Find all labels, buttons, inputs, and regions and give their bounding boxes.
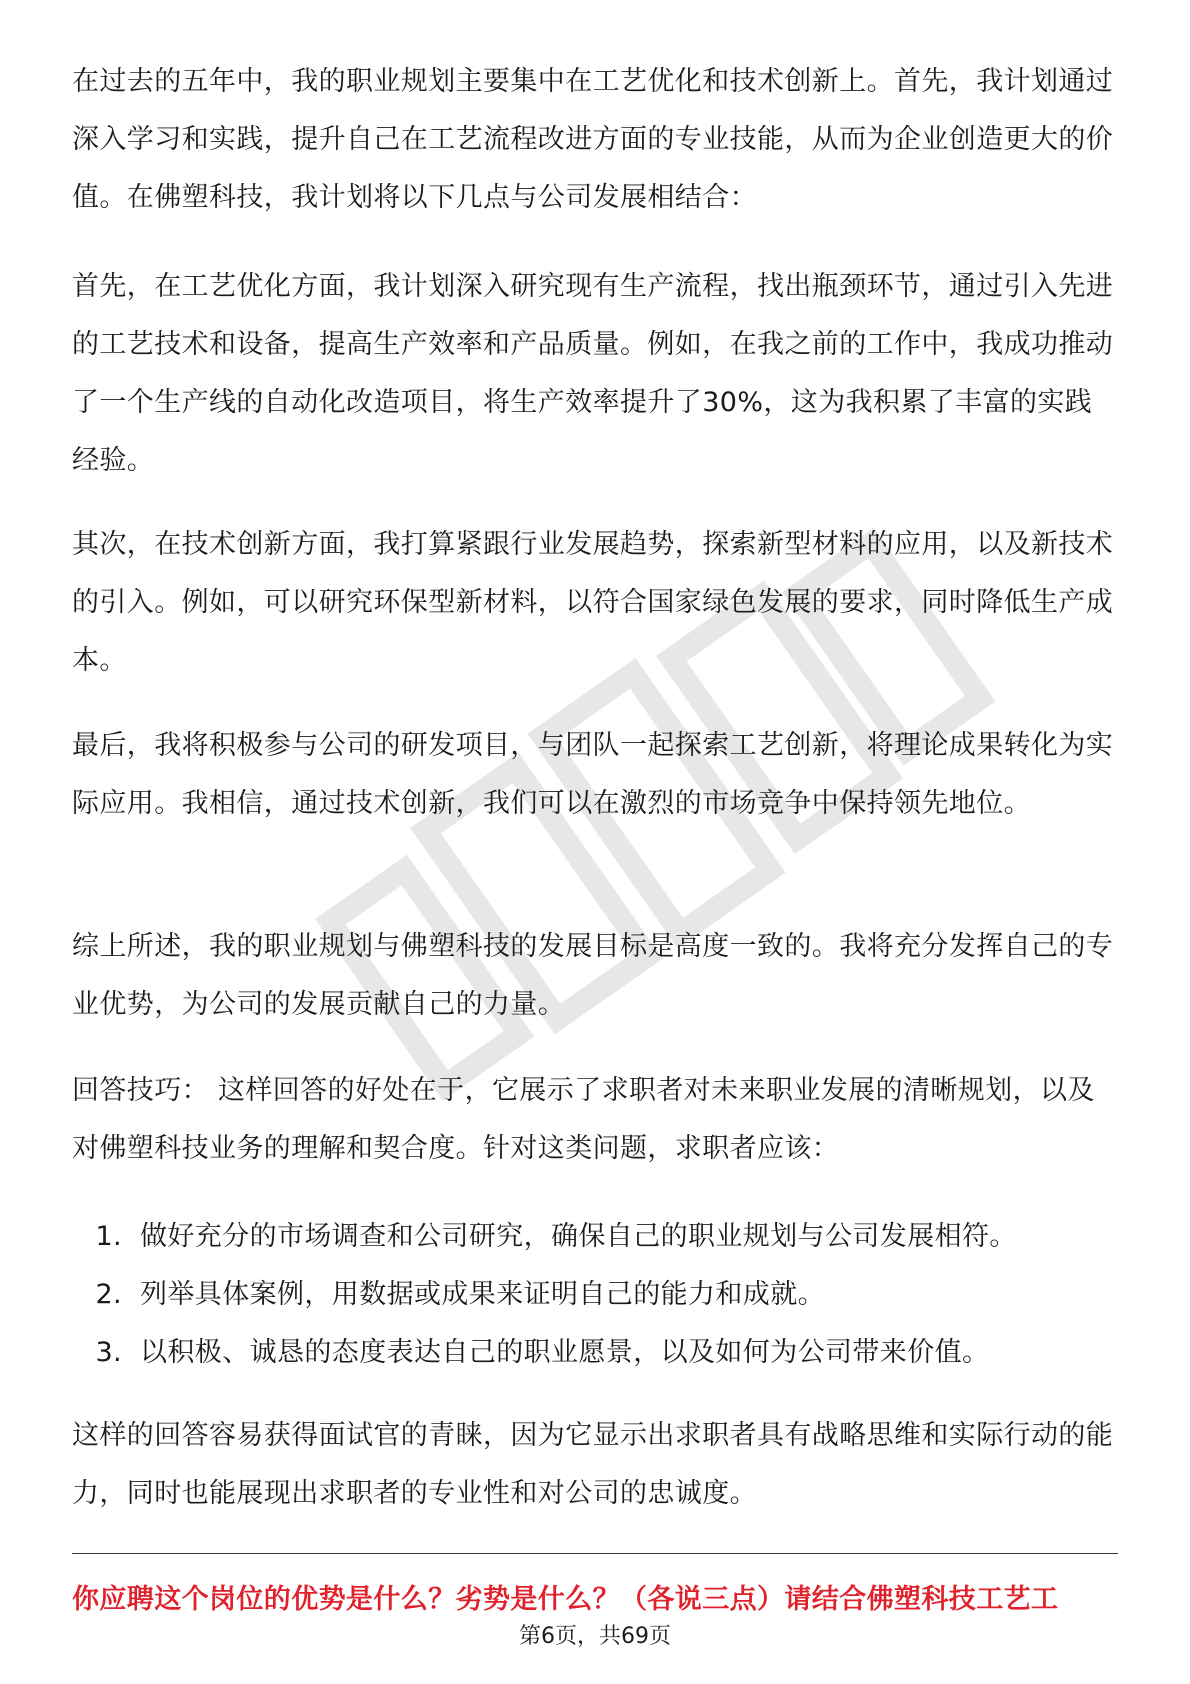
document-page [72,0,1118,1684]
list-item [72,1208,1118,1266]
list-item [72,1266,1118,1324]
section-divider [72,1553,1118,1554]
list-item-text: 列举具体案例，用数据或成果来证明自己的能力和成就。 [140,1279,825,1310]
page-number-footer: 第6页，共69页 [519,1624,671,1649]
list-item [72,1324,1118,1382]
tips-list [72,1208,1118,1382]
paragraph-career-plan-intro: 在过去的五年中，我的职业规划主要集中在工艺优化和技术创新上。首先，我计划通过深入学习和实践，提升自己在工艺流程改进方面的专业技能，从而为企业创造更大的价值。在佛塑科技，我计划将以下几点与公司发展相结合： [72,66,1114,213]
list-item-text: 以积极、诚恳的态度表达自己的职业愿景，以及如何为公司带来价值。 [140,1337,990,1368]
list-item-number: 1. [95,1221,122,1252]
paragraph-technical-innovation: 其次，在技术创新方面，我打算紧跟行业发展趋势，探索新型材料的应用，以及新技术的引入。例如，可以研究环保型新材料，以符合国家绿色发展的要求，同时降低生产成本。 [72,529,1114,676]
paragraph-answer-tips: 回答技巧： 这样回答的好处在于，它展示了求职者对未来职业发展的清晰规划，以及对佛塑科技业务的理解和契合度。针对这类问题，求职者应该： [72,1075,1095,1164]
list-item-number: 3. [95,1337,122,1368]
paragraph-closing: 这样的回答容易获得面试官的青睐，因为它显示出求职者具有战略思维和实际行动的能力，同时也能展现出求职者的专业性和对公司的忠诚度。 [72,1420,1114,1509]
paragraph-rd-participation: 最后，我将积极参与公司的研发项目，与团队一起探索工艺创新，将理论成果转化为实际应用。我相信，通过技术创新，我们可以在激烈的市场竞争中保持领先地位。 [72,730,1114,819]
list-item-number: 2. [95,1279,122,1310]
list-item-text: 做好充分的市场调查和公司研究，确保自己的职业规划与公司发展相符。 [140,1221,1017,1252]
paragraph-summary: 综上所述，我的职业规划与佛塑科技的发展目标是高度一致的。我将充分发挥自己的专业优势，为公司的发展贡献自己的力量。 [72,931,1114,1020]
paragraph-process-optimization: 首先，在工艺优化方面，我计划深入研究现有生产流程，找出瓶颈环节，通过引入先进的工艺技术和设备，提高生产效率和产品质量。例如，在我之前的工作中，我成功推动了一个生产线的自动化改造项目，将生产效率提升了30%，这为我积累了丰富的实践经验。 [72,271,1114,476]
next-question-heading: 你应聘这个岗位的优势是什么？劣势是什么？（各说三点）请结合佛塑科技工艺工 [72,1584,1059,1615]
